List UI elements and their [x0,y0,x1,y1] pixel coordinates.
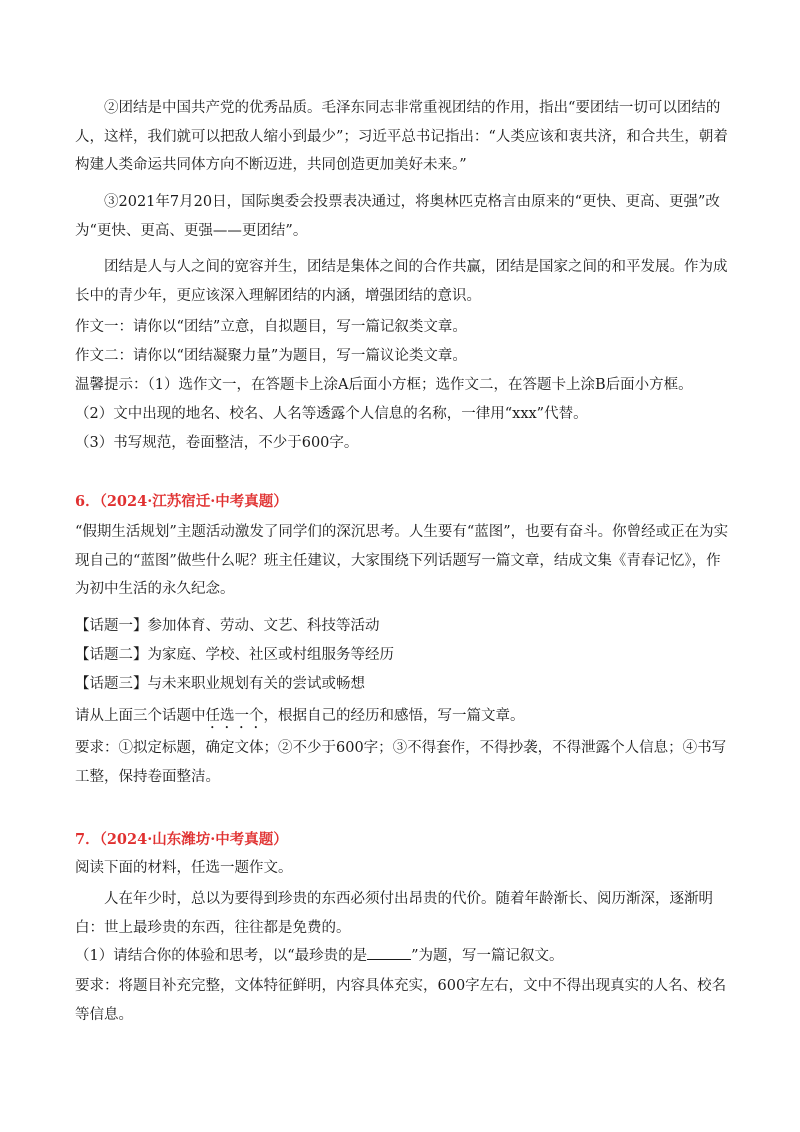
topic-2: 【话题二】为家庭、学校、社区或村组服务等经历 [75,647,394,663]
fill-in-blank [367,945,411,960]
tip-3: （3）书写规范，卷面整洁，不少于600字。 [75,435,359,451]
task-before: （1）请结合你的体验和思考，以“最珍贵的是 [75,948,368,964]
question-7-intro: 阅读下面的材料，任选一题作文。 [75,860,293,876]
task-after: ”为题，写一篇记叙文。 [411,948,564,964]
question-7-task-1 [75,942,730,971]
instruction-after: ，根据自己的经历和感悟，写一篇文章。 [263,708,525,724]
tip-1: 温馨提示：（1）选作文一，在答题卡上涂A后面小方框；选作文二，在答题卡上涂B后面小方框。 [75,377,693,393]
topic-3: 【话题三】与未来职业规划有关的尝试或畅想 [75,676,365,692]
question-6-heading: 6．（2024·江苏宿迁·中考真题） [75,493,288,510]
question-7-material: 人在年少时，总以为要得到珍贵的东西必须付出昂贵的代价。随着年龄渐长、阅历渐深，逐渐明白：世上最珍贵的东西，往往都是免费的。 [75,891,713,936]
paragraph-olympic-motto: ③2021年7月20日，国际奥委会投票表决通过，将奥林匹克格言由原来的“更快、更高、更强”改为“更快、更高、更强——更团结”。 [75,194,720,239]
essay-option-1: 作文一：请你以“团结”立意，自拟题目，写一篇记叙类文章。 [75,319,467,335]
instruction-emphasis: 任选一个 [205,708,264,724]
topic-1: 【话题一】参加体育、劳动、文艺、科技等活动 [75,618,380,634]
paragraph-party-unity: ②团结是中国共产党的优秀品质。毛泽东同志非常重视团结的作用，指出“要团结一切可以团结的人，这样，我们就可以把敌人缩小到最少”；习近平总书记指出：“人类应该和衷共济，和合共生，朝着构建人类命运共同体方向不断迈进，共同创造更加美好未来。” [75,100,728,173]
question-6-requirements: 要求：①拟定标题，确定文体；②不少于600字；③不得套作，不得抄袭，不得泄露个人信息；④书写工整，保持卷面整洁。 [75,740,727,785]
essay-option-2: 作文二：请你以“团结凝聚力量”为题目，写一篇议论类文章。 [75,348,467,364]
question-7-requirements: 要求：将题目补充完整，文体特征鲜明，内容具体充实，600字左右，文中不得出现真实的人名、校名等信息。 [75,978,727,1023]
paragraph-unity-summary: 团结是人与人之间的宽容并生，团结是集体之间的合作共赢，团结是国家之间的和平发展。作为成长中的青少年，更应该深入理解团结的内涵，增强团结的意识。 [75,259,728,304]
tip-2: （2）文中出现的地名、校名、人名等透露个人信息的名称，一律用“xxx”代替。 [75,406,588,422]
question-7-heading: 7．（2024·山东潍坊·中考真题） [75,831,288,848]
instruction-before: 请从上面三个话题中 [75,708,206,724]
question-6-intro: “假期生活规划”主题活动激发了同学们的深沉思考。人生要有“蓝图”，也要有奋斗。你曾经或正在为实现自己的“蓝图”做些什么呢？班主任建议，大家围绕下列话题写一篇文章，结成文集《青春记忆》，作为初中生活的永久纪念。 [75,524,729,597]
question-6-instruction [75,702,730,732]
